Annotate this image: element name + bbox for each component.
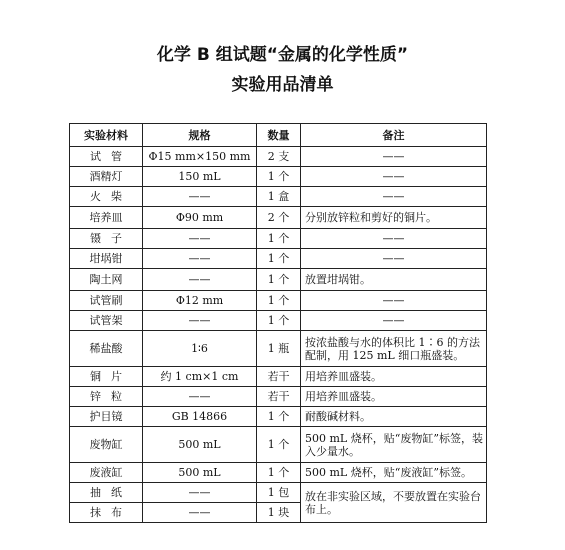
material-name: 稀盐酸: [89, 342, 123, 355]
cell-spec: Φ12 mm: [143, 291, 257, 311]
cell-quantity: 1 个: [257, 407, 301, 427]
cell-spec: Φ90 mm: [143, 207, 257, 229]
cell-spec: 1∶6: [143, 331, 257, 367]
cell-material: [70, 367, 143, 387]
material-name: 废物缸: [89, 438, 123, 451]
material-name: 酒精灯: [89, 170, 123, 183]
table-row: [70, 167, 487, 187]
document-title: 化学 B 组试题“金属的化学性质”: [156, 45, 409, 65]
material-name: 镊子: [90, 232, 132, 245]
table-row: [70, 291, 487, 311]
cell-spec: ——: [143, 269, 257, 291]
cell-material: [70, 427, 143, 463]
cell-remark: ——: [301, 229, 487, 249]
table-row: [70, 207, 487, 229]
cell-quantity: 1 个: [257, 229, 301, 249]
cell-remark: ——: [301, 167, 487, 187]
material-name: 坩埚钳: [89, 252, 123, 265]
cell-material: [70, 269, 143, 291]
material-name: 试管架: [89, 314, 123, 327]
cell-remark: 用培养皿盛装。: [301, 367, 487, 387]
cell-spec: 500 mL: [143, 427, 257, 463]
cell-quantity: 1 个: [257, 311, 301, 331]
table-row: [70, 427, 487, 463]
cell-spec: ——: [143, 249, 257, 269]
header-spec: 规格: [143, 124, 257, 147]
cell-remark: 按浓盐酸与水的体积比 1∶6 的方法配制，用 125 mL 细口瓶盛装。: [301, 331, 487, 367]
material-name: 护目镜: [89, 410, 123, 423]
cell-material: [70, 387, 143, 407]
cell-quantity: 若干: [257, 367, 301, 387]
materials-table: [69, 123, 487, 523]
cell-spec: 150 mL: [143, 167, 257, 187]
table-row: [70, 229, 487, 249]
cell-spec: ——: [143, 483, 257, 503]
cell-quantity: 2 个: [257, 207, 301, 229]
table-row: [70, 407, 487, 427]
cell-spec: 约 1 cm×1 cm: [143, 367, 257, 387]
cell-remark: 分别放锌粒和剪好的铜片。: [301, 207, 487, 229]
cell-material: [70, 291, 143, 311]
cell-material: [70, 331, 143, 367]
cell-quantity: 1 个: [257, 167, 301, 187]
cell-material: [70, 147, 143, 167]
cell-quantity: 若干: [257, 387, 301, 407]
table-row: [70, 483, 487, 503]
cell-quantity: 1 盒: [257, 187, 301, 207]
cell-quantity: 1 个: [257, 427, 301, 463]
header-remark: 备注: [301, 124, 487, 147]
cell-remark: 放置坩埚钳。: [301, 269, 487, 291]
material-name: 抹布: [90, 506, 132, 519]
cell-remark: ——: [301, 311, 487, 331]
cell-material: [70, 187, 143, 207]
cell-quantity: 1 个: [257, 269, 301, 291]
cell-remark: ——: [301, 147, 487, 167]
cell-remark: 500 mL 烧杯，贴“废液缸”标签。: [301, 463, 487, 483]
table-row: [70, 249, 487, 269]
cell-spec: Φ15 mm×150 mm: [143, 147, 257, 167]
cell-quantity: 1 块: [257, 503, 301, 523]
cell-material: [70, 249, 143, 269]
cell-quantity: 1 瓶: [257, 331, 301, 367]
cell-spec: ——: [143, 311, 257, 331]
cell-spec: GB 14866: [143, 407, 257, 427]
cell-remark: ——: [301, 187, 487, 207]
table-body: [70, 147, 487, 523]
cell-spec: ——: [143, 187, 257, 207]
material-name: 锌粒: [90, 390, 132, 403]
material-name: 废液缸: [89, 466, 123, 479]
cell-quantity: 1 个: [257, 291, 301, 311]
table-row: [70, 147, 487, 167]
material-name: 抽纸: [90, 486, 132, 499]
cell-material: [70, 311, 143, 331]
cell-quantity: 1 个: [257, 463, 301, 483]
cell-remark: 用培养皿盛装。: [301, 387, 487, 407]
cell-remark: 放在非实验区域，不要放置在实验台布上。: [301, 483, 487, 523]
cell-spec: ——: [143, 229, 257, 249]
cell-remark: 500 mL 烧杯，贴“废物缸”标签，装入少量水。: [301, 427, 487, 463]
table-row: [70, 311, 487, 331]
cell-remark: ——: [301, 249, 487, 269]
cell-material: [70, 167, 143, 187]
table-row: [70, 463, 487, 483]
cell-material: [70, 463, 143, 483]
table-row: [70, 269, 487, 291]
table-header-row: [70, 124, 487, 147]
table-row: [70, 331, 487, 367]
header-material: 实验材料: [70, 124, 143, 147]
cell-quantity: 1 包: [257, 483, 301, 503]
material-name: 试管刷: [89, 294, 123, 307]
cell-remark: ——: [301, 291, 487, 311]
cell-spec: ——: [143, 387, 257, 407]
cell-material: [70, 229, 143, 249]
cell-spec: 500 mL: [143, 463, 257, 483]
material-name: 试管: [90, 150, 132, 163]
cell-material: [70, 407, 143, 427]
material-name: 培养皿: [89, 211, 123, 224]
table-row: [70, 367, 487, 387]
header-quantity: 数量: [257, 124, 301, 147]
document-subtitle: 实验用品清单: [231, 75, 334, 95]
material-name: 陶土网: [89, 273, 123, 286]
cell-remark: 耐酸碱材料。: [301, 407, 487, 427]
cell-quantity: 1 个: [257, 249, 301, 269]
table-row: [70, 187, 487, 207]
material-name: 铜片: [90, 370, 132, 383]
cell-material: [70, 503, 143, 523]
table-row: [70, 387, 487, 407]
cell-material: [70, 483, 143, 503]
cell-material: [70, 207, 143, 229]
material-name: 火柴: [90, 190, 132, 203]
cell-spec: ——: [143, 503, 257, 523]
cell-quantity: 2 支: [257, 147, 301, 167]
